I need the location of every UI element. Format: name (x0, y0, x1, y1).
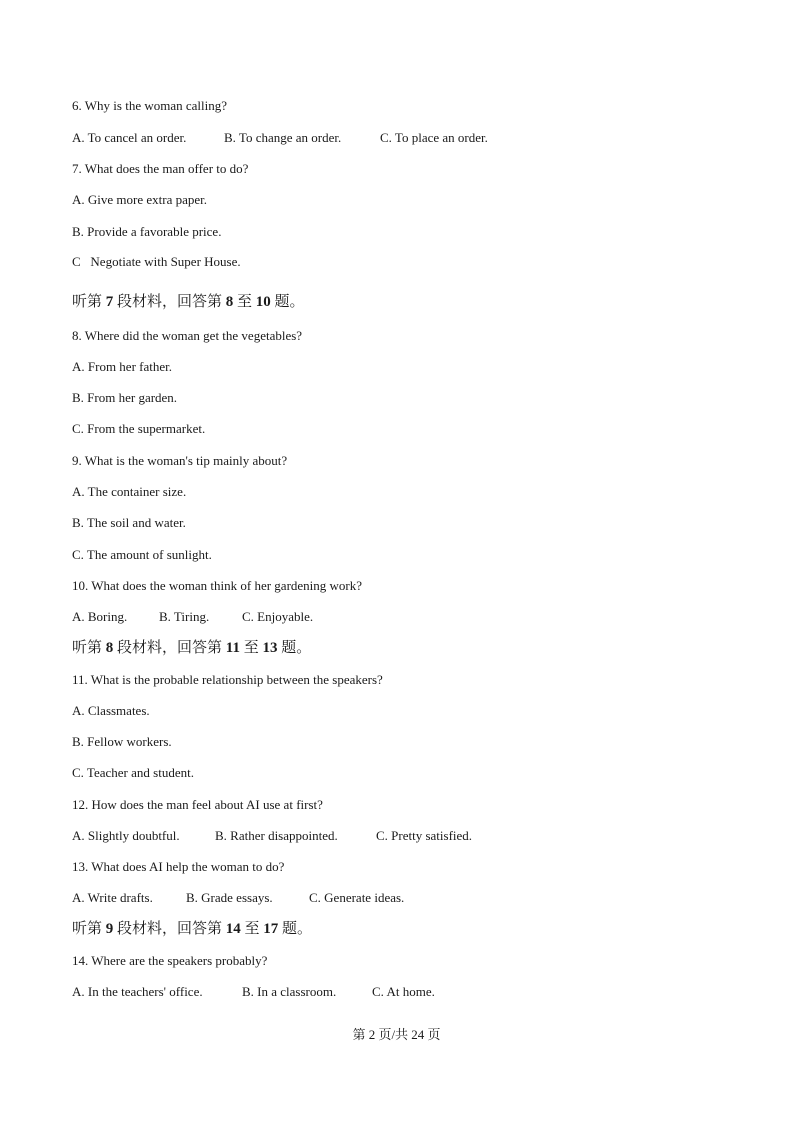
question-11-option-a: A. Classmates. (72, 703, 150, 718)
section-8-text-3: 至 (239, 640, 263, 656)
section-8-text-4: 题。 (277, 640, 312, 656)
question-14-option-a: A. In the teachers' office. (72, 984, 203, 999)
section-7-num-1: 7 (105, 294, 114, 310)
question-9-option-c: C. The amount of sunlight. (72, 547, 212, 562)
section-7-text-4: 题。 (270, 294, 305, 310)
section-8-text-2: 段材料，回答第 (113, 640, 226, 656)
question-7-option-b: B. Provide a favorable price. (72, 224, 222, 239)
question-13-stem: 13. What does AI help the woman to do? (72, 859, 285, 874)
question-11-option-c: C. Teacher and student. (72, 765, 194, 780)
question-7-option-c: C Negotiate with Super House. (72, 254, 241, 269)
section-7-num-2: 8 (225, 294, 234, 310)
section-9-text-2: 段材料，回答第 (113, 921, 226, 937)
question-8-option-a: A. From her father. (72, 359, 173, 374)
page-number-footer: 第 2 页/共 24 页 (352, 1027, 441, 1042)
question-13-option-c: C. Generate ideas. (309, 890, 405, 905)
question-12-option-c: C. Pretty satisfied. (376, 828, 473, 843)
question-11-stem: 11. What is the probable relationship between the speakers? (72, 672, 383, 687)
question-6-option-b: B. To change an order. (224, 130, 342, 145)
question-10-option-b: B. Tiring. (159, 609, 210, 624)
section-9-heading (72, 921, 312, 937)
section-7-heading (72, 294, 305, 310)
question-11-option-b: B. Fellow workers. (72, 734, 172, 749)
question-6-option-c: C. To place an order. (380, 130, 488, 145)
question-10-option-a: A. Boring. (72, 609, 128, 624)
question-6-option-a: A. To cancel an order. (72, 130, 187, 145)
section-9-num-3: 17 (263, 921, 279, 937)
section-9-num-1: 9 (105, 921, 114, 937)
question-13-option-b: B. Grade essays. (186, 890, 273, 905)
section-7-text-1: 听第 (72, 294, 106, 310)
question-9-stem: 9. What is the woman's tip mainly about? (72, 453, 288, 468)
section-7-text-3: 至 (233, 294, 256, 310)
section-8-heading (72, 640, 311, 656)
question-8-stem: 8. Where did the woman get the vegetables? (72, 328, 303, 343)
section-9-text-3: 至 (240, 921, 264, 937)
question-8-option-c: C. From the supermarket. (72, 421, 206, 436)
question-6-stem: 6. Why is the woman calling? (72, 98, 228, 113)
question-10-stem: 10. What does the woman think of her gardening work? (72, 578, 363, 593)
question-14-option-c: C. At home. (372, 984, 435, 999)
question-9-option-b: B. The soil and water. (72, 515, 186, 530)
section-9-text-4: 题。 (278, 921, 313, 937)
question-14-option-b: B. In a classroom. (242, 984, 337, 999)
question-13-option-a: A. Write drafts. (72, 890, 153, 905)
question-12-option-b: B. Rather disappointed. (215, 828, 338, 843)
section-7-num-3: 10 (255, 294, 271, 310)
question-10-option-c: C. Enjoyable. (242, 609, 314, 624)
section-8-num-3: 13 (262, 640, 278, 656)
section-9-num-2: 14 (225, 921, 241, 937)
question-14-stem: 14. Where are the speakers probably? (72, 953, 268, 968)
section-8-num-1: 8 (105, 640, 114, 656)
section-8-num-2: 11 (225, 640, 240, 656)
section-8-text-1: 听第 (72, 640, 106, 656)
section-7-text-2: 段材料，回答第 (113, 294, 226, 310)
question-9-option-a: A. The container size. (72, 484, 187, 499)
section-9-text-1: 听第 (72, 921, 106, 937)
question-8-option-b: B. From her garden. (72, 390, 178, 405)
question-7-stem: 7. What does the man offer to do? (72, 161, 249, 176)
question-7-option-a: A. Give more extra paper. (72, 192, 208, 207)
question-12-stem: 12. How does the man feel about AI use at first? (72, 797, 323, 812)
question-12-option-a: A. Slightly doubtful. (72, 828, 180, 843)
